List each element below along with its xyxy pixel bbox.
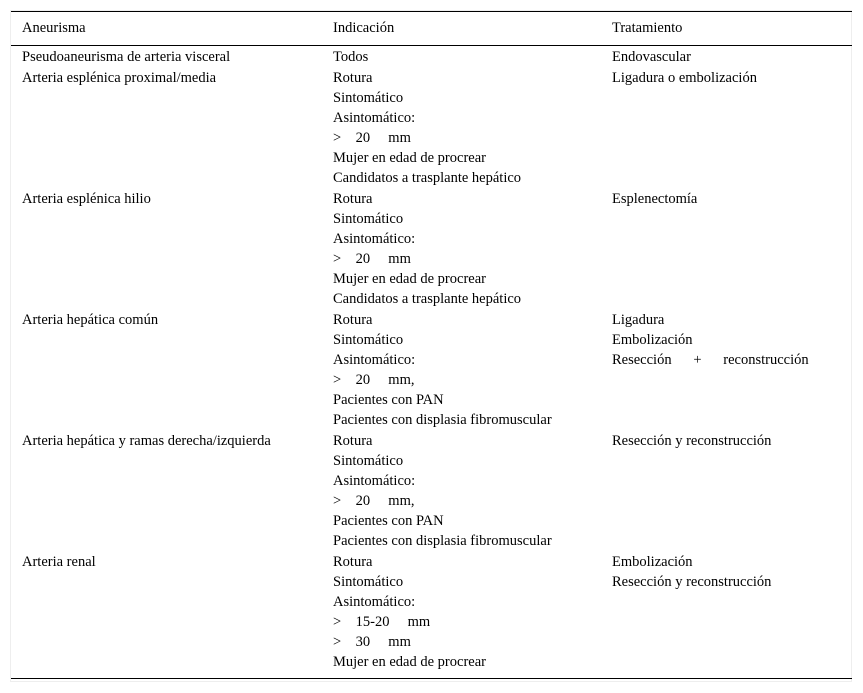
cell-indicacion	[322, 431, 601, 551]
indicacion-line: > 20 mm,	[333, 372, 415, 388]
cell-indicacion	[322, 47, 601, 67]
table-row	[11, 67, 852, 188]
aneurisma-text: Arteria renal	[22, 554, 96, 570]
cell-indicacion	[322, 68, 601, 188]
tratamiento-line: Embolización	[612, 332, 693, 348]
indicacion-line: Pacientes con PAN	[333, 513, 444, 529]
tratamiento-line: Endovascular	[612, 49, 691, 65]
indicacion-line: Asintomático:	[333, 594, 416, 610]
tratamiento-line: Ligadura	[612, 312, 665, 328]
cell-aneurisma	[11, 47, 322, 67]
aneurisma-text: Arteria esplénica proximal/media	[22, 70, 217, 86]
cell-tratamiento	[601, 310, 852, 430]
tratamiento-line: Embolización	[612, 554, 693, 570]
cell-indicacion	[322, 552, 601, 672]
table-row	[11, 551, 852, 672]
indicacion-line: Sintomático	[333, 90, 404, 106]
cell-tratamiento	[601, 431, 852, 551]
indicacion-line: Candidatos a trasplante hepático	[333, 170, 522, 186]
cell-tratamiento	[601, 47, 852, 67]
tratamiento-line: Resección y reconstrucción	[612, 574, 772, 590]
indicacion-line: > 20 mm	[333, 251, 411, 267]
aneurisma-text: Arteria hepática común	[22, 312, 159, 328]
indicacion-line: > 30 mm	[333, 634, 411, 650]
tratamiento-line: Resección y reconstrucción	[612, 433, 772, 449]
indicacion-line: Pacientes con displasia fibromuscular	[333, 533, 552, 549]
header-indicacion: Indicación	[333, 20, 395, 36]
cell-aneurisma	[11, 189, 322, 309]
cell-tratamiento	[601, 68, 852, 188]
indicacion-line: Pacientes con displasia fibromuscular	[333, 412, 552, 428]
tratamiento-line: Esplenectomía	[612, 191, 698, 207]
aneurysm-table	[11, 11, 852, 679]
cell-indicacion	[322, 189, 601, 309]
indicacion-line: Rotura	[333, 554, 373, 570]
table-row	[11, 430, 852, 551]
indicacion-line: > 20 mm	[333, 130, 411, 146]
indicacion-line: Todos	[333, 49, 369, 65]
table-row	[11, 46, 852, 67]
table-row	[11, 188, 852, 309]
indicacion-line: Rotura	[333, 433, 373, 449]
indicacion-line: Mujer en edad de procrear	[333, 150, 486, 166]
indicacion-line: Rotura	[333, 312, 373, 328]
table-row	[11, 309, 852, 430]
table-bottom-rule	[11, 672, 852, 679]
cell-tratamiento	[601, 189, 852, 309]
cell-indicacion	[322, 310, 601, 430]
header-tratamiento: Tratamiento	[612, 20, 683, 36]
aneurisma-text: Arteria hepática y ramas derecha/izquierda	[22, 433, 271, 449]
indicacion-line: Rotura	[333, 70, 373, 86]
aneurisma-text: Arteria esplénica hilio	[22, 191, 151, 207]
indicacion-line: Asintomático:	[333, 473, 416, 489]
cell-aneurisma	[11, 68, 322, 188]
header-aneurisma: Aneurisma	[22, 20, 86, 36]
indicacion-line: Sintomático	[333, 574, 404, 590]
indicacion-line: Candidatos a trasplante hepático	[333, 291, 522, 307]
indicacion-line: > 15-20 mm	[333, 614, 431, 630]
cell-aneurisma	[11, 552, 322, 672]
table-body	[11, 46, 852, 672]
indicacion-line: Pacientes con PAN	[333, 392, 444, 408]
indicacion-line: Sintomático	[333, 453, 404, 469]
indicacion-line: > 20 mm,	[333, 493, 415, 509]
table-header	[11, 12, 852, 46]
indicacion-line: Sintomático	[333, 211, 404, 227]
indicacion-line: Mujer en edad de procrear	[333, 271, 486, 287]
cell-aneurisma	[11, 431, 322, 551]
indicacion-line: Asintomático:	[333, 352, 416, 368]
cell-aneurisma	[11, 310, 322, 430]
indicacion-line: Sintomático	[333, 332, 404, 348]
indicacion-line: Rotura	[333, 191, 373, 207]
tratamiento-line: Ligadura o embolización	[612, 70, 757, 86]
indicacion-line: Asintomático:	[333, 110, 416, 126]
indicacion-line: Mujer en edad de procrear	[333, 654, 486, 670]
aneurisma-text: Pseudoaneurisma de arteria visceral	[22, 49, 231, 65]
cell-tratamiento	[601, 552, 852, 672]
indicacion-line: Asintomático:	[333, 231, 416, 247]
tratamiento-line: Resección + reconstrucción	[612, 352, 809, 368]
